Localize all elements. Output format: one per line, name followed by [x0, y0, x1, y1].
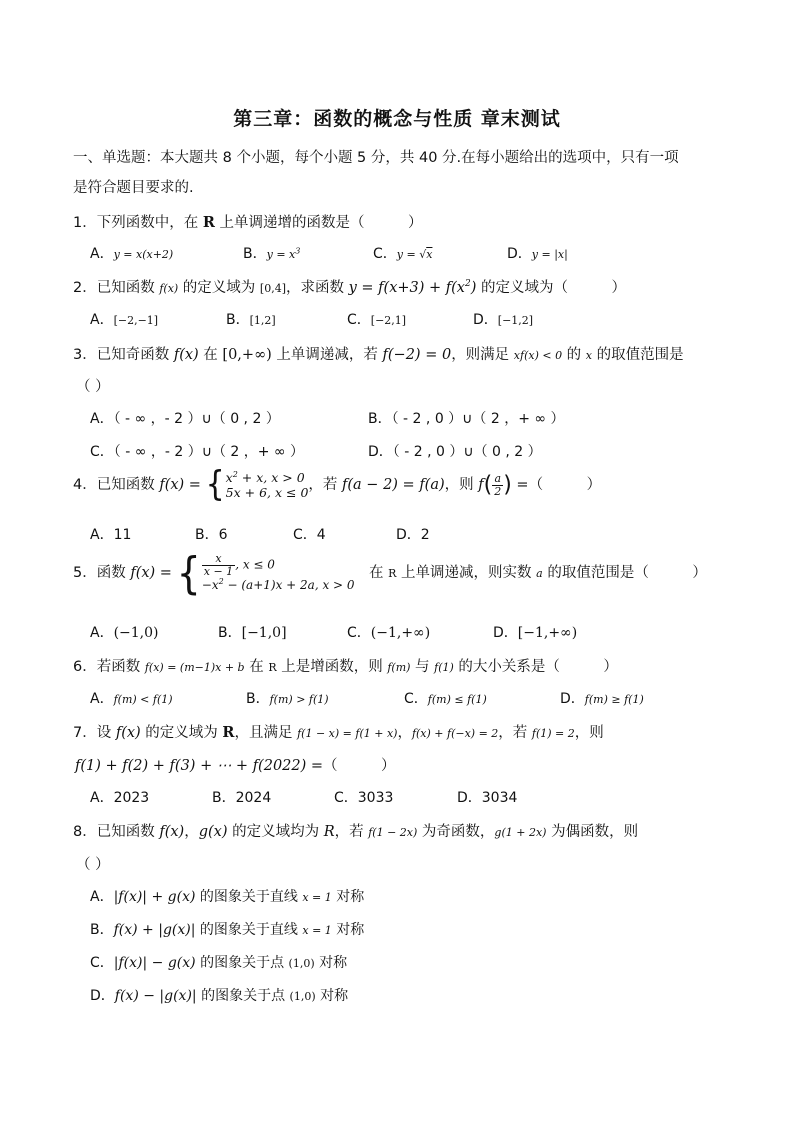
- q4-stem: 4．已知函数 f(x) = { $x^2 + x$, x > 0 5x + 6, x ≤ 0 ，若 f(a − 2) = f(a)，则 f( $\frac{a}{2}$ ) =（ ）: [73, 464, 602, 505]
- q2-option-a: A．[−2,−1]: [90, 312, 159, 328]
- q8-option-b: B．f(x) + |g(x)| 的图象关于直线 x = 1 对称: [90, 922, 365, 938]
- q7-option-a: A．2023: [90, 790, 150, 806]
- q5-stem: 5．函数 f(x) = { $\frac{x}{x - 1}$ , x ≤ 0 $-x^2 - (a+1)x + 2a$, x > 0 在 R 上单调递减，则实数 a 的取值范围是（ ）: [73, 547, 707, 599]
- q7-stem: 7．设 f(x) 的定义域为 R，且满足 f(1 − x) = f(1 + x)，f(x) + f(−x) = 2，若 f(1) = 2，则: [73, 724, 604, 741]
- q7-option-d: D．3034: [457, 790, 518, 806]
- q3-option-a: A．（ - ∞ ，- 2 ）∪（ 0 , 2 ）: [90, 411, 280, 427]
- q5-option-c: C．(−1,+∞): [347, 625, 431, 641]
- q2-stem: 2．已知函数 f(x) 的定义域为 [0,4]，求函数 $y = f(x+3) + f(x^2)$ 的定义域为（ ）: [73, 279, 626, 296]
- q7-stem-line2: f(1) + f(2) + f(3) + ⋯ + f(2022) =（ ）: [75, 758, 396, 774]
- q8-stem: 8．已知函数 f(x)，g(x) 的定义域均为 R，若 f(1 − 2x) 为奇函数，g(1 + 2x) 为偶函数，则: [73, 824, 639, 840]
- q2-option-c: C．[−2,1]: [347, 312, 407, 328]
- q8-option-a: A．|f(x)| + g(x) 的图象关于直线 x = 1 对称: [90, 889, 365, 905]
- q5-option-d: D．[−1,+∞): [493, 625, 578, 641]
- q8-option-d: D．f(x) − |g(x)| 的图象关于点 (1,0) 对称: [90, 988, 349, 1004]
- q3-option-c: C．（ - ∞ ，- 2 ）∪（ 2 ，+ ∞ ）: [90, 444, 305, 460]
- q1-option-a: A．y = x(x+2): [90, 246, 174, 262]
- q7-option-c: C．3033: [334, 790, 394, 806]
- q4-option-d: D．2: [396, 527, 430, 543]
- q3-stem: 3．已知奇函数 f(x) 在 [0,+∞) 上单调递减，若 f(−2) = 0，则满足 xf(x) < 0 的 x 的取值范围是: [73, 347, 684, 363]
- q3-answer-paren: （ ）: [76, 379, 110, 395]
- q6-option-d: D．f(m) ≥ f(1): [560, 691, 644, 707]
- q1-option-c: C．y = √x: [373, 246, 433, 262]
- q1-stem: 1．下列函数中，在 R 上单调递增的函数是（ ）: [73, 214, 423, 231]
- q5-option-b: B．[−1,0]: [218, 625, 287, 641]
- q3-option-b: B．（ - 2 , 0 ）∪（ 2 ，+ ∞ ）: [368, 411, 565, 427]
- q1-option-d: D．y = |x|: [507, 246, 568, 262]
- section-heading-line1: 一、单选题：本大题共 8 个小题，每个小题 5 分，共 40 分.在每小题给出的选项中，只有一项: [73, 150, 679, 166]
- q6-option-b: B．f(m) > f(1): [246, 691, 329, 707]
- q2-option-d: D．[−1,2]: [473, 312, 534, 328]
- section-heading-line2: 是符合题目要求的.: [73, 180, 194, 196]
- q2-option-b: B．[1,2]: [226, 312, 276, 328]
- q6-stem: 6．若函数 f(x) = (m−1)x + b 在 R 上是增函数，则 f(m) 与 f(1) 的大小关系是（ ）: [73, 659, 618, 675]
- page-title: 第三章：函数的概念与性质 章末测试: [233, 108, 561, 130]
- q7-option-b: B．2024: [212, 790, 272, 806]
- q6-option-c: C．f(m) ≤ f(1): [404, 691, 487, 707]
- q1-option-b: B．$y = x^3$: [243, 246, 301, 262]
- q6-option-a: A．f(m) < f(1): [90, 691, 173, 707]
- q4-option-c: C．4: [293, 527, 326, 543]
- q4-option-b: B．6: [195, 527, 228, 543]
- q8-answer-paren: （ ）: [76, 857, 110, 873]
- q4-option-a: A．11: [90, 527, 132, 543]
- q8-option-c: C．|f(x)| − g(x) 的图象关于点 (1,0) 对称: [90, 955, 348, 971]
- q5-option-a: A．(−1,0): [90, 625, 159, 641]
- q3-option-d: D．（ - 2 , 0 ）∪（ 0 , 2 ）: [368, 444, 542, 460]
